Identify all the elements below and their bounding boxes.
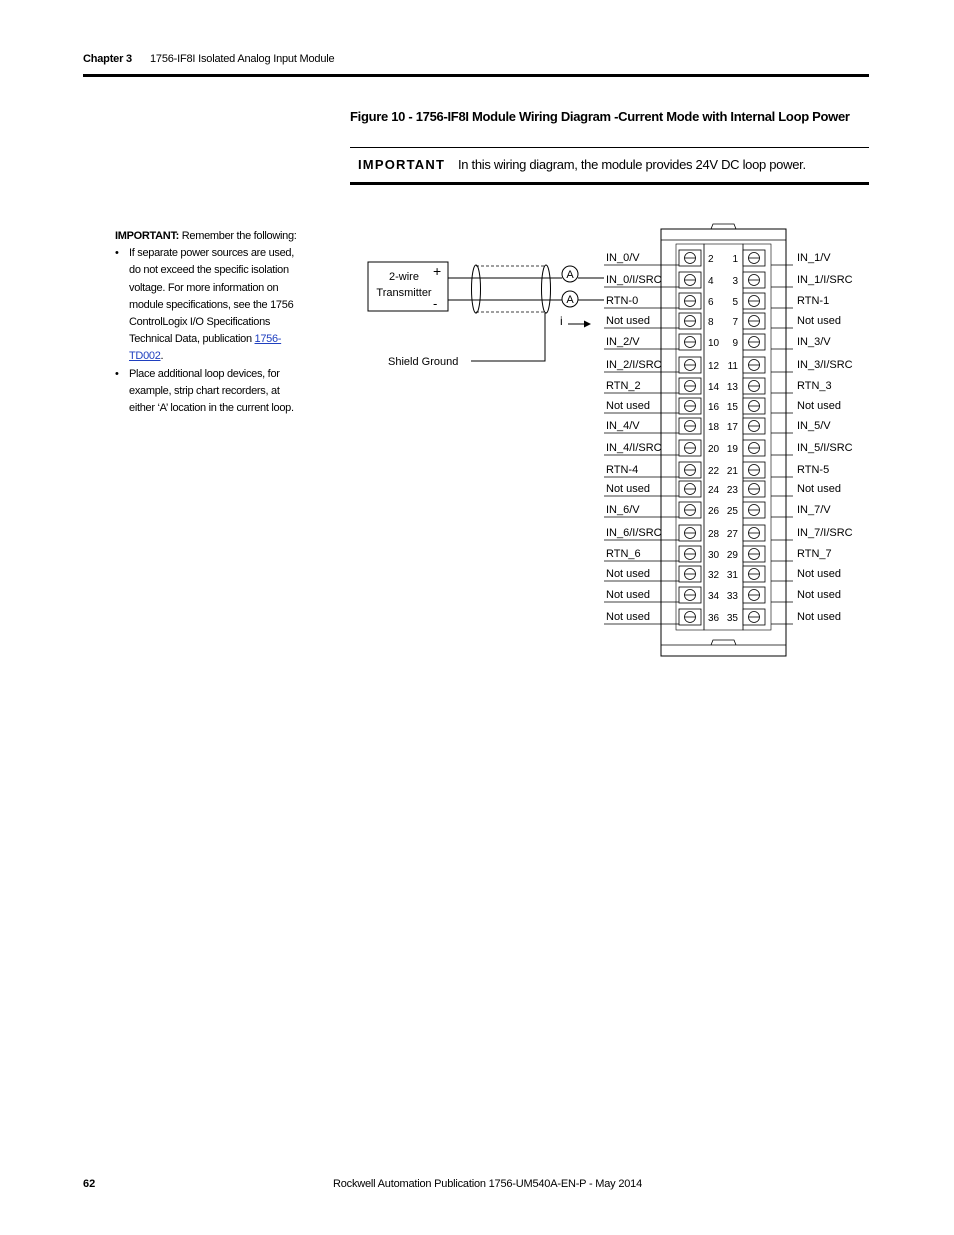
current-label: i: [560, 314, 563, 328]
plus-sign: +: [433, 263, 442, 279]
left-terminal-label: RTN-0: [606, 295, 639, 307]
left-terminal-label: IN_6/I/SRC: [606, 527, 662, 539]
right-pin-number: 19: [726, 444, 738, 455]
minus-sign: -: [433, 296, 438, 311]
terminal-rows: [604, 250, 853, 625]
right-pin-number: 27: [726, 529, 738, 540]
chapter-title: 1756-IF8I Isolated Analog Input Module: [150, 53, 335, 65]
loop-device-a-top-label: A: [566, 269, 574, 281]
left-pin-number: 22: [708, 466, 720, 477]
left-pin-number: 34: [708, 591, 720, 602]
right-pin-number: 23: [726, 485, 738, 496]
bullet-1-end: .: [160, 350, 164, 363]
side-note-heading-rest: Remember the following:: [179, 230, 297, 242]
left-terminal-label: RTN_2: [606, 380, 641, 392]
right-terminal-label: IN_3/V: [797, 336, 831, 348]
right-terminal-label: Not used: [797, 568, 842, 580]
right-pin-number: 5: [732, 297, 738, 308]
right-pin-number: 13: [726, 382, 738, 393]
left-terminal-label: Not used: [606, 483, 651, 495]
right-terminal-label: IN_7/V: [797, 504, 831, 516]
right-pin-number: 1: [732, 254, 738, 265]
right-pin-number: 11: [727, 361, 738, 372]
right-terminal-label: Not used: [797, 589, 842, 601]
left-pin-number: 2: [708, 254, 714, 265]
figure-title: Figure 10 - 1756-IF8I Module Wiring Diagram -Current Mode with Internal Loop Power: [350, 109, 850, 124]
right-pin-number: 7: [732, 317, 738, 328]
left-terminal-label: IN_0/V: [606, 252, 640, 264]
right-terminal-label: RTN-1: [797, 295, 830, 307]
left-pin-number: 16: [708, 402, 720, 413]
left-terminal-label: IN_0/I/SRC: [606, 274, 662, 286]
side-note-heading-bold: IMPORTANT:: [115, 230, 180, 242]
right-terminal-label: RTN_3: [797, 380, 832, 392]
left-terminal-label: Not used: [606, 611, 651, 623]
left-terminal-label: IN_6/V: [606, 504, 640, 516]
left-pin-number: 24: [708, 485, 720, 496]
chapter-label: Chapter 3: [83, 53, 132, 65]
left-pin-number: 14: [708, 382, 720, 393]
side-note-bullet-2: • Place additional loop devices, for example, strip chart recorders, at either ‘A’ location in the current loop.: [129, 366, 300, 418]
right-pin-number: 3: [732, 276, 738, 287]
right-terminal-label: Not used: [797, 400, 842, 412]
right-terminal-label: Not used: [797, 611, 842, 623]
shield-ground-label: Shield Ground: [388, 356, 459, 368]
right-pin-number: 15: [726, 402, 738, 413]
terminal-block-top-key: [711, 224, 736, 229]
td002-link[interactable]: 1756-TD002: [129, 333, 282, 363]
right-terminal-label: IN_5/V: [797, 420, 831, 432]
left-terminal-label: IN_4/V: [606, 420, 640, 432]
left-terminal-label: Not used: [606, 400, 651, 412]
left-pin-number: 36: [708, 613, 720, 624]
left-pin-number: 4: [708, 276, 714, 287]
right-terminal-label: IN_3/I/SRC: [797, 359, 853, 371]
left-terminal-label: IN_2/V: [606, 336, 640, 348]
left-pin-number: 18: [708, 422, 720, 433]
right-terminal-label: IN_7/I/SRC: [797, 527, 853, 539]
right-pin-number: 29: [726, 550, 738, 561]
important-label: IMPORTANT: [358, 157, 446, 172]
left-pin-number: 10: [708, 338, 720, 349]
right-pin-number: 17: [726, 422, 738, 433]
right-pin-number: 21: [726, 466, 738, 477]
left-pin-number: 28: [708, 529, 720, 540]
current-arrow-head: [584, 321, 591, 328]
shield-end-left: [472, 265, 481, 313]
right-terminal-label: Not used: [797, 483, 842, 495]
left-terminal-label: Not used: [606, 589, 651, 601]
right-pin-number: 33: [726, 591, 738, 602]
right-terminal-label: Not used: [797, 315, 842, 327]
shield-ground-wire: [471, 313, 545, 361]
page-number: 62: [83, 1178, 96, 1190]
right-terminal-label: IN_1/V: [797, 252, 831, 264]
right-terminal-label: IN_1/I/SRC: [797, 274, 853, 286]
left-pin-number: 12: [708, 361, 720, 372]
right-pin-number: 25: [726, 506, 738, 517]
left-terminal-label: IN_4/I/SRC: [606, 442, 662, 454]
right-terminal-label: IN_5/I/SRC: [797, 442, 853, 454]
left-terminal-label: RTN-4: [606, 464, 639, 476]
right-terminal-label: RTN-5: [797, 464, 830, 476]
left-terminal-label: IN_2/I/SRC: [606, 359, 662, 371]
left-terminal-label: Not used: [606, 315, 651, 327]
terminal-block-bottom-key: [711, 640, 736, 645]
left-terminal-label: Not used: [606, 568, 651, 580]
left-pin-number: 8: [708, 317, 714, 328]
left-pin-number: 6: [708, 297, 714, 308]
bullet-1-text: If separate power sources are used, do not exceed the specific isolation voltage. For more information on module specifications, see the 1756 ControlLogix I/O Specifications Technical Data, publication: [129, 247, 294, 346]
transmitter-label-1: 2-wire: [389, 271, 419, 283]
important-text: In this wiring diagram, the module provides 24V DC loop power.: [458, 157, 806, 172]
left-pin-number: 26: [708, 506, 720, 517]
left-pin-number: 32: [708, 570, 720, 581]
left-pin-number: 20: [708, 444, 720, 455]
left-terminal-label: RTN_6: [606, 548, 641, 560]
right-pin-number: 31: [726, 570, 738, 581]
right-terminal-label: RTN_7: [797, 548, 832, 560]
transmitter-label-2: Transmitter: [376, 287, 432, 299]
shield-end-right: [542, 265, 551, 313]
loop-device-a-bottom-label: A: [566, 294, 574, 306]
right-pin-number: 9: [732, 338, 738, 349]
left-pin-number: 30: [708, 550, 720, 561]
right-pin-number: 35: [726, 613, 738, 624]
publication-footer: Rockwell Automation Publication 1756-UM540A-EN-P - May 2014: [333, 1178, 642, 1190]
